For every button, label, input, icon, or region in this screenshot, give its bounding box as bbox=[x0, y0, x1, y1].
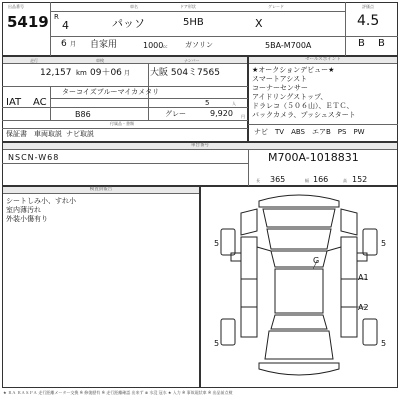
sales-point-line: ドラレコ（５０６山）、ＥＴＣ、 bbox=[252, 102, 354, 110]
length: 365 bbox=[270, 175, 286, 184]
year-number: 4 bbox=[62, 19, 69, 32]
inspection-notes bbox=[6, 197, 76, 224]
month-suffix: 月 bbox=[70, 41, 77, 48]
sales-points-title: セールスポイント bbox=[305, 57, 341, 62]
shaken: 09＋06 bbox=[90, 68, 122, 78]
frame-title: 車台番号 bbox=[191, 143, 209, 148]
sales-point-line: コーナーセンサー bbox=[252, 84, 308, 92]
mileage-unit: km bbox=[76, 69, 87, 77]
score: 4.5 bbox=[357, 13, 380, 29]
grade: X bbox=[255, 17, 263, 30]
month: 6 bbox=[61, 39, 67, 49]
recycle-unit: 円 bbox=[241, 114, 245, 119]
score-label: 評価点 bbox=[362, 4, 374, 9]
interior-grade: B bbox=[358, 38, 365, 49]
diagram-mark-a2: A2 bbox=[358, 303, 369, 312]
sales-point-line: スマートアシスト bbox=[252, 75, 308, 83]
warranty: 保証書 bbox=[6, 130, 27, 138]
docs-title: 付属品・書類 bbox=[110, 121, 134, 126]
height: 152 bbox=[352, 175, 368, 184]
dim-height-label: 高 bbox=[343, 178, 347, 183]
model-code: 5BA-M700A bbox=[265, 41, 312, 50]
car-name: パッソ bbox=[112, 17, 145, 30]
nav-manual: ナビ取説 bbox=[66, 130, 94, 138]
width: 166 bbox=[313, 175, 329, 184]
plate: 大阪 504ミ7565 bbox=[150, 68, 220, 78]
diagram-mark-tire-fl: 5 bbox=[214, 239, 220, 248]
color-code: B86 bbox=[75, 110, 91, 119]
diagram-mark-g: G bbox=[313, 256, 320, 265]
footer-legend: ★ ＲＡ ＲＡＳＰＡ 走行距離メーター交換 ※ 修復歴有 ※ 走行距離確認 出来ず ⊗ 水没 冠水 ★ 入力 ※ 事故現状車 ※ 出品前点検 bbox=[3, 390, 233, 395]
inspection-note: 外装小傷有り bbox=[6, 215, 48, 223]
color: グレー bbox=[165, 110, 186, 118]
car-name-label: 車名 bbox=[130, 4, 138, 9]
sales-point-line: バックカメラ、プッシュスタート bbox=[252, 111, 356, 119]
diagram-mark-tire-rl: 5 bbox=[214, 339, 220, 348]
plate-label: ナンバー bbox=[184, 58, 200, 63]
recycle-fee: 9,920 bbox=[210, 109, 233, 118]
mileage: 12,157 bbox=[40, 68, 72, 78]
sales-points-list bbox=[252, 66, 396, 120]
ac: AC bbox=[33, 97, 47, 108]
transmission: IAT bbox=[6, 97, 22, 108]
displacement: 1000 bbox=[143, 41, 164, 50]
diagram-mark-a1: A1 bbox=[358, 273, 369, 282]
lot-label: 出品番号 bbox=[8, 4, 24, 9]
cc-unit: cc bbox=[163, 44, 168, 49]
seats: 5 bbox=[205, 99, 210, 107]
car-diagram bbox=[201, 187, 397, 387]
door-label: ドア形状 bbox=[180, 4, 196, 9]
door-type: 5HB bbox=[183, 17, 204, 28]
diagram-mark-tire-rr: 5 bbox=[381, 339, 387, 348]
grade-label: グレード bbox=[268, 4, 284, 9]
shaken-label: 車検 bbox=[96, 58, 104, 63]
fuel: ガソリン bbox=[185, 41, 213, 49]
inspection-note: 室内薄汚れ bbox=[6, 206, 41, 214]
usage: 自家用 bbox=[90, 40, 118, 50]
sales-point-line: ★オークションデビュー★ bbox=[252, 66, 335, 74]
equipment-note: ターコイズブルーマイカメタリ bbox=[62, 88, 160, 96]
exterior-grade: B bbox=[378, 38, 385, 49]
chassis-number: M700A-1018831 bbox=[268, 151, 359, 164]
year-era: R bbox=[54, 13, 59, 21]
lot-number: 5419 bbox=[7, 13, 49, 31]
manual-label: 車両取説 bbox=[34, 130, 62, 138]
shaken-suffix: 月 bbox=[124, 70, 131, 77]
mileage-label: 走行 bbox=[30, 58, 38, 63]
sales-point-line: アイドリングストップ、 bbox=[252, 93, 328, 101]
diagram-mark-tire-fr: 5 bbox=[381, 239, 387, 248]
inspection-title: 検査員報告 bbox=[89, 187, 113, 192]
dim-width-label: 幅 bbox=[305, 178, 309, 183]
inspection-note: シートしみ小、すれ小 bbox=[6, 197, 76, 205]
chassis-prefix: NSCN-W68 bbox=[8, 153, 60, 162]
equipment-list: ナビ TV ABS エアB PS PW bbox=[254, 128, 365, 136]
seats-unit: 人 bbox=[232, 101, 236, 106]
dim-length-label: 長 bbox=[256, 178, 260, 183]
